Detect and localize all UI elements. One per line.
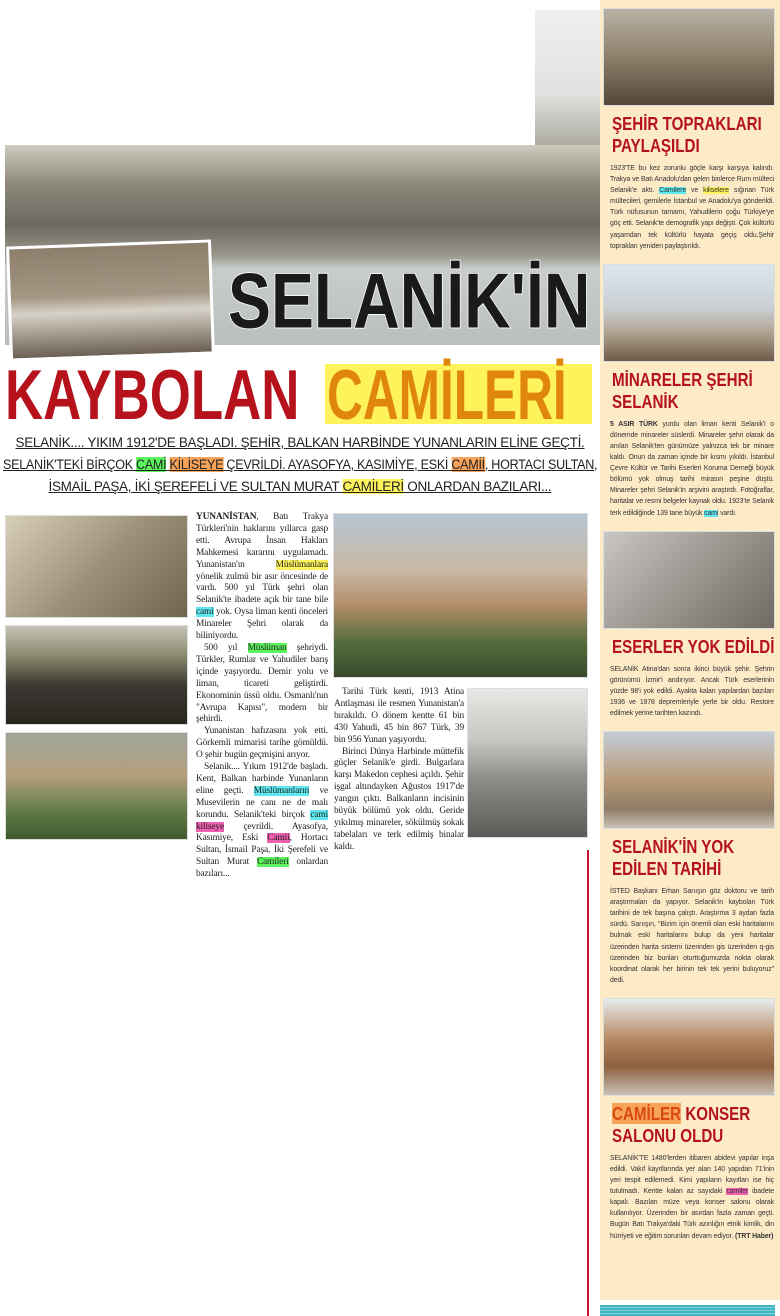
text-run: ÇEVRİLDİ. AYASOFYA, KASIMİYE, ESKİ bbox=[223, 457, 452, 472]
highlighted-word: camiler bbox=[726, 1188, 748, 1196]
sidebar-text bbox=[610, 664, 774, 719]
headline-line1: SELANİK'İN bbox=[228, 257, 591, 345]
text-run: yönelik zulmü bir asır öncesinde de vardı. 500 yıl Türk şehri olan Selanik'te ibadete açık bir tane bile bbox=[196, 571, 328, 606]
sidebar-text bbox=[610, 886, 774, 986]
article-column-1 bbox=[196, 512, 328, 881]
paragraph bbox=[196, 512, 328, 643]
rotunda-photo bbox=[333, 513, 588, 678]
text-run: İSMAİL PAŞA, İKİ ŞEREFELİ VE SULTAN MURAT bbox=[48, 479, 343, 494]
text-run: 500 yıl bbox=[204, 642, 248, 653]
paragraph bbox=[196, 762, 328, 881]
text-run: ONLARDAN BAZILARI... bbox=[403, 479, 552, 494]
text-run: 1923'TE bu kez zorunlu göçle karşı karşıya kalındı. Trakya ve Batı Anadolu'dan gelen binlerce Rum mülteci Selanik'e aktı. bbox=[610, 165, 774, 195]
panorama-photo-top bbox=[535, 10, 600, 150]
text-run: yurdu olan liman kenti Selanik'i o dönemde minareler süslerdi. Minareler şehri olarak da anılan Selanik'ten günümüze yalnızca tek bir minare kaldı. Onun da zaman içinde bir kısmı yıkıldı. İstanbul Çevre Kültür ve Tarihi Eserleri Koruma Derneği büyük bölümü yok olmuş tarihi mirasın peşine düştü. Minareler şehri Selanik'in arşivini araştırdı. Fotoğraflar, haritalar ve resmi belgeler kaynak oldu. 1923'te Selanik terk edildiğinde 139 tane büyük bbox=[610, 420, 774, 517]
highlighted-word: kiliseye bbox=[196, 821, 224, 832]
sidebar-photo-gate bbox=[603, 998, 775, 1096]
text-run: SELANİK Atina'dan sonra ikinci büyük şehir. Şehrin görünümü İzmir'i andırıyor. Ancak Türk eserlerinin yüzde 98'i yok edildi. Ayakta kalan yapılardan bazıları 1936 ve 1978 depremleriyle yerle bir oldu. Restore edilmek yerine tarihten kazındı. bbox=[610, 665, 774, 717]
text-run: yok. Oysa liman kenti önceleri Minareler Şehri olarak da biliniyordu. bbox=[196, 607, 328, 642]
text-run: şehriydi. Türkler, Rumlar ve Yahudiler barış içinde yaşıyordu. Demir yolu ve liman, ticareti geliştirdi. Ekonominin üssü oldu. Osmanlı'nın "Avrupa Kapısı", modern bir şehirdi. bbox=[196, 642, 328, 725]
mosque-interior-photo bbox=[5, 625, 188, 725]
highlighted-word: Müslümanların bbox=[253, 785, 310, 796]
text-run: onlardan bazıları... bbox=[196, 857, 329, 880]
sidebar-text bbox=[610, 163, 774, 252]
text-run: , HORTACI SULTAN, bbox=[484, 457, 598, 472]
sidebar-heading-highlight: CAMİLER bbox=[612, 1102, 682, 1124]
sidebar-photo-arch bbox=[603, 8, 775, 106]
sidebar-heading: SELANİK'İN YOK EDİLEN TARİHİ bbox=[612, 836, 735, 880]
text-run: YUNANİSTAN bbox=[196, 512, 257, 522]
highlighted-word: CAMİLERİ bbox=[342, 479, 404, 494]
subtitle-row bbox=[0, 476, 600, 498]
old-mosque-inset-photo bbox=[6, 239, 215, 361]
text-run: sığınan Türk mültecileri, gemilerle İstanbul ve Anadolu'ya gönderildi. Türk nüfusunun tamamı, Yahudilerin çoğu Türkiye'ye göç etti. Selanik'te demografik yapı değişti. Çok kültürlü yaşamdan tek kültürlü hayata geçiş oldu.Şehir toprakları yeniden paylaştırıldı. bbox=[610, 187, 774, 250]
highlighted-word: cami bbox=[310, 809, 328, 820]
sidebar-heading-rest: KONSER SALONU OLDU bbox=[612, 1102, 751, 1146]
text-run: , Hortacı Sultan, İsmail Paşa, İki Şerefeli ve Sultan Murat bbox=[196, 833, 328, 868]
highlighted-word: CAMİ bbox=[136, 457, 167, 472]
subtitle-row bbox=[0, 454, 600, 476]
text-run: çevrildi. Ayasofya, Kasımiye, Eski bbox=[196, 821, 328, 844]
text-run: İSTED Başkanı Erhan Sarıışın göz doktoru ve tarih araştırmaları da yapıyor. Selanik'in kaybolan Türk tarihini de tek başına çalıştı. Araştırma 3 aydan fazla sürdü. Sarıışın, "Bizim için önemli olan eski haritalarını bulmak eski haritalarını bulup da yeni haritalar üzerinden harita sistemi üzerinden gis üzerinden q-gis üzerinden biz bunları oturttuğumuzda nokta olarak koordinat olarak her birinin tek tek yerini buluyoruz" dedi. bbox=[610, 888, 774, 984]
text-run: ve bbox=[686, 187, 704, 195]
sidebar-photo-city-aerial bbox=[603, 531, 775, 629]
highlighted-word: Müslümanlara bbox=[275, 559, 328, 570]
text-run: ibadete kapalı. Bazıları müze veya konser salonu olarak kullanılıyor. Üzerinden bir asırdan fazla zaman geçti. Bugün Batı Trakya'daki Türk azınlığın etnik kimlik, din hürriyeti ve eğitim sorunları devam ediyor. bbox=[610, 1188, 774, 1240]
mosque-aerial-photo bbox=[5, 515, 188, 618]
sidebar-photo-minaret bbox=[603, 264, 775, 362]
text-run: SELANİK'TEKİ BİRÇOK bbox=[3, 457, 137, 472]
paragraph bbox=[196, 643, 328, 726]
subtitle bbox=[0, 432, 600, 500]
highlighted-word: Müslüman bbox=[247, 642, 287, 653]
highlighted-word: Camilere bbox=[659, 187, 687, 195]
highlighted-word: kiliselere bbox=[703, 187, 729, 195]
highlighted-word: KİLİSEYE bbox=[169, 457, 224, 472]
sidebar-heading: MİNARELER ŞEHRİ SELANİK bbox=[612, 368, 753, 412]
old-minaret-photo bbox=[467, 688, 588, 838]
text-run: Yunanistan hafızasını yok etti. Görkemli mimarisi tarihe gömüldü. O şehir bugün geçmişini arıyor. bbox=[196, 726, 328, 761]
text-run: Tarihi Türk kenti, 1913 Atina Antlaşması ile resmen Yunanistan'a bırakıldı. O dönem kentte 61 bin 430 Yahudi, 45 bin 867 Türk, 39 bin 956 Yunan yaşıyordu. bbox=[334, 687, 464, 745]
subtitle-row bbox=[0, 432, 600, 454]
sidebar-text bbox=[610, 419, 774, 519]
text-run: SELANİK.... YIKIM 1912'DE BAŞLADI. ŞEHİR, BALKAN HARBİNDE YUNANLARIN ELİNE GEÇTİ. bbox=[15, 435, 585, 450]
highlighted-word: Camileri bbox=[256, 857, 289, 868]
white-tower-photo bbox=[5, 732, 188, 840]
headline-camileri: CAMİLERİ bbox=[327, 355, 567, 434]
text-run: 5 ASIR TÜRK bbox=[610, 420, 658, 428]
subtitle-line bbox=[3, 454, 597, 476]
teal-bar bbox=[600, 1305, 775, 1316]
column-divider-line bbox=[587, 850, 589, 1316]
highlighted-word: cami bbox=[196, 607, 214, 618]
highlighted-word: CAMİİ bbox=[451, 457, 485, 472]
text-run: ve Musevilerin ne canı ne de malı korundu. Selanik'teki birçok bbox=[196, 785, 328, 820]
text-run: vardı. bbox=[718, 509, 737, 517]
text-run: (TRT Haber) bbox=[735, 1232, 774, 1240]
headline-kaybolan: KAYBOLAN bbox=[5, 355, 300, 434]
paragraph bbox=[334, 687, 464, 747]
sidebar bbox=[600, 0, 780, 1300]
article-column-2 bbox=[334, 687, 464, 854]
sidebar-heading bbox=[612, 1103, 776, 1147]
text-run: Birinci Dünya Harbinde müttefik güçler Selanik'e girdi. Bulgarlara karşı Makedon cephesi açıldı. Şehir işgal altındayken Ağustos 1917'de yangın çıktı. Balkanların incisinin büyük bölümü yok oldu. Geride yıkılmış minareler, sökülmüş sokak tabelaları ve terk edilmiş binalar kaldı. bbox=[334, 746, 464, 852]
sidebar-text bbox=[610, 1153, 774, 1242]
sidebar-photo-ruin bbox=[603, 731, 775, 829]
paragraph bbox=[334, 747, 464, 854]
subtitle-line bbox=[16, 432, 585, 454]
text-run: SELANİK'TE 1480'lerden itibaren abidevi yapılar inşa edildi. Vakıf kayıtlarında yer alan 140 yapıdan 71'inin yeri tespit edilemedi. Kimi yapıların kayıtları ise hiç tutulmadı. Kentte kalan az sayıdaki bbox=[610, 1154, 774, 1196]
paragraph bbox=[196, 726, 328, 762]
sidebar-heading: ESERLER YOK EDİLDİ bbox=[612, 635, 775, 657]
sidebar-heading: ŞEHİR TOPRAKLARI PAYLAŞILDI bbox=[612, 113, 762, 156]
highlighted-word: Camii bbox=[267, 833, 290, 844]
highlighted-word: cami bbox=[704, 509, 719, 517]
text-run: Selanik.... Yıkım 1912'de başladı. Kent, Balkan harbinde Yunanların eline geçti. bbox=[196, 762, 328, 796]
text-run: , Batı Trakya Türkleri'nin haklarını yıllarca gasp etti. Avrupa İnsan Hakları Mahkemesi kararını uygulamadı. Yunanistan'ın bbox=[196, 512, 328, 570]
subtitle-line bbox=[49, 476, 552, 498]
